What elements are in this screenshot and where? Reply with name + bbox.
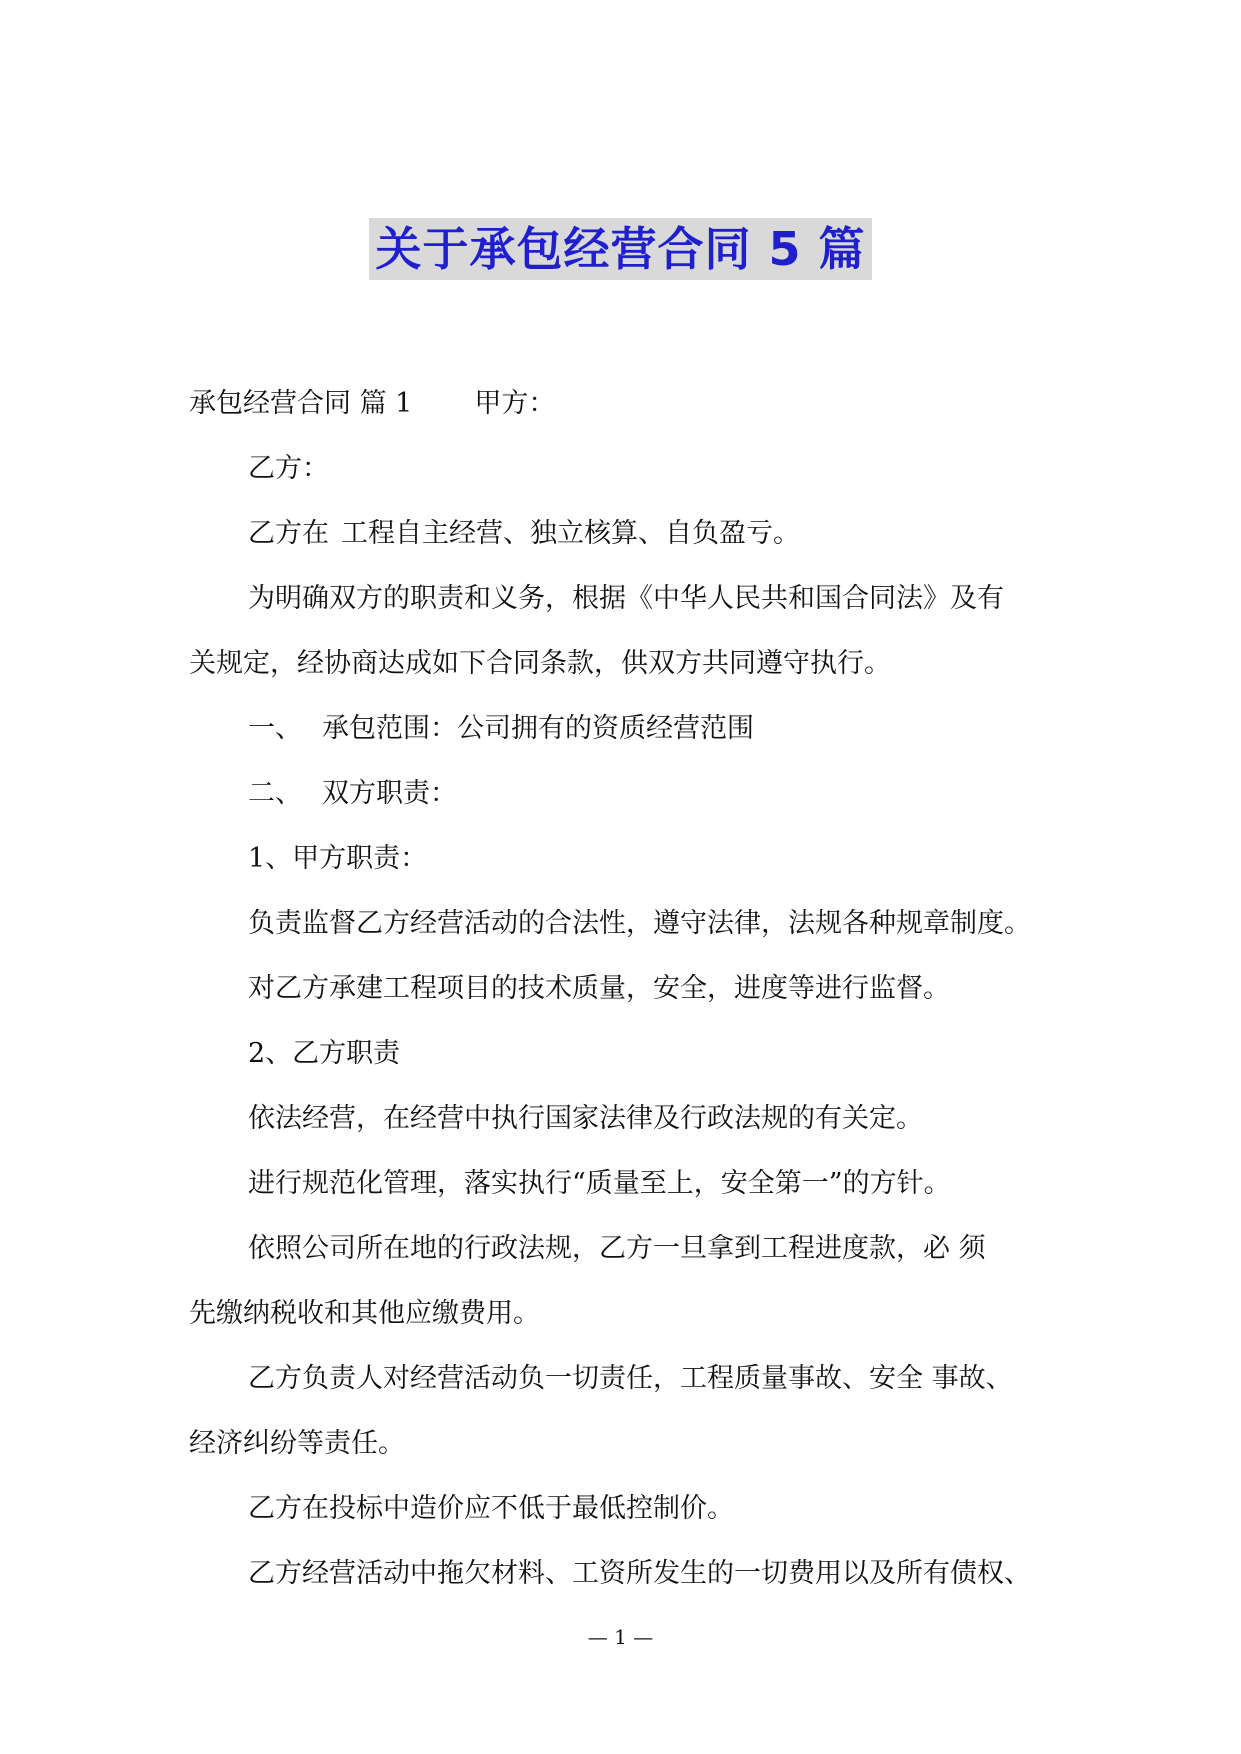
text-segment: 先缴纳税收和其他应缴费用。: [189, 1298, 540, 1329]
paragraph-line: [189, 908, 1059, 973]
paragraph-line: [189, 518, 1059, 583]
paragraph-line: [189, 1233, 1059, 1298]
list-number: 二、: [248, 778, 302, 809]
subsection-heading: 1、甲方职责：: [248, 843, 428, 874]
party-b-label: 乙方：: [248, 453, 329, 484]
paragraph-line: [189, 648, 1059, 713]
paragraph-line: [189, 583, 1059, 648]
text-segment: 对乙方承建工程项目的技术质量，安全，进度等进行监督。: [248, 973, 950, 1004]
paragraph-line: [189, 713, 1059, 778]
text-segment: 经济纠纷等责任。: [189, 1428, 405, 1459]
paragraph-line: [189, 1038, 1059, 1103]
paragraph-line: [189, 1298, 1059, 1363]
document-title: 关于承包经营合同 5 篇: [369, 218, 871, 280]
paragraph-line: [189, 388, 1059, 453]
text-segment: 工程自主经营、独立核算、自负盈亏。: [341, 518, 800, 549]
paragraph-line: [189, 1558, 1059, 1623]
section-heading: 承包经营合同 篇 1: [189, 388, 413, 419]
text-segment: 乙方在: [248, 518, 329, 549]
text-segment: 双方职责：: [322, 778, 457, 809]
subsection-heading: 2、乙方职责: [248, 1038, 401, 1069]
paragraph-line: [189, 1493, 1059, 1558]
text-segment: 承包范围：公司拥有的资质经营范围: [322, 713, 754, 744]
title-container: [0, 218, 1241, 280]
paragraph-line: [189, 973, 1059, 1038]
paragraph-line: [189, 778, 1059, 843]
paragraph-line: [189, 1103, 1059, 1168]
list-number: 一、: [248, 713, 302, 744]
party-a-label: 甲方：: [474, 388, 556, 419]
paragraph-line: [189, 1168, 1059, 1233]
text-segment: 乙方在投标中造价应不低于最低控制价。: [248, 1493, 734, 1524]
text-segment: 为明确双方的职责和义务，根据《中华人民共和国合同法》及有: [248, 583, 1004, 614]
text-segment: 乙方负责人对经营活动负一切责任，工程质量事故、安全 事故、: [248, 1363, 1013, 1394]
paragraph-line: [189, 843, 1059, 908]
paragraph-line: [189, 1428, 1059, 1493]
page-number: — 1 —: [587, 1625, 654, 1649]
text-segment: 乙方经营活动中拖欠材料、工资所发生的一切费用以及所有债权、: [248, 1558, 1031, 1589]
text-segment: 依照公司所在地的行政法规，乙方一旦拿到工程进度款，必 须: [248, 1233, 986, 1264]
paragraph-line: [189, 453, 1059, 518]
text-segment: 关规定，经协商达成如下合同条款，供双方共同遵守执行。: [189, 648, 891, 679]
text-segment: 进行规范化管理，落实执行“质量至上，安全第一”的方针。: [248, 1168, 951, 1199]
document-body: [189, 388, 1059, 1623]
text-segment: 负责监督乙方经营活动的合法性，遵守法律，法规各种规章制度。: [248, 908, 1031, 939]
paragraph-line: [189, 1363, 1059, 1428]
text-segment: 依法经营，在经营中执行国家法律及行政法规的有关定。: [248, 1103, 923, 1134]
